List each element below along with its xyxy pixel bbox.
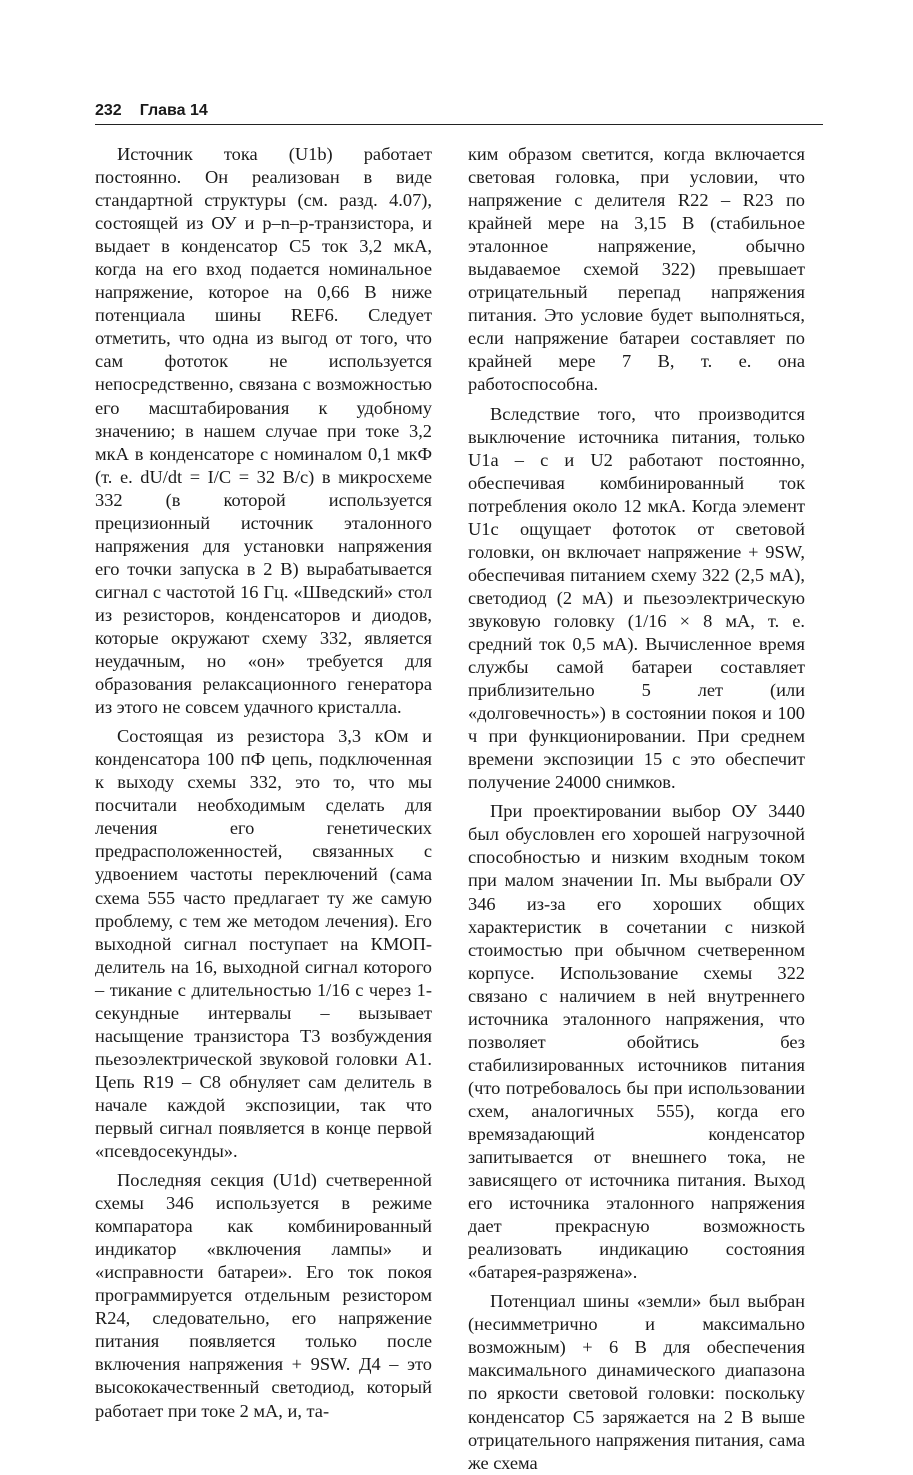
paragraph-continued: ким образом светится, когда включается световая головка, при условии, что напряжение с делителя R22 – R23 по крайней мере на 3,15 В (стабильное эталонное напряжение, обычно выдаваемое схемой 322) превышает отрицательный перепад напряжения питания. Это условие будет выполняться, если напряжение батареи составляет по крайней мере 7 В, т. е. она работоспособна.	[468, 144, 805, 395]
paragraph: Вследствие того, что производится выключение источника питания, только U1a – c и U2 работают постоянно, обеспечивая комбинированный ток потребления около 12 мкА. Когда элемент U1c ощущает фототок от световой головки, он включает напряжение + 9SW, обеспечивая питанием схему 322 (2,5 мА), светодиод (2 мА) и пьезоэлектрическую звуковую головку (1/16 × 8 мА, т. е. средний ток 0,5 мА). Вычисленное время службы самой батареи составляет приблизительно 5 лет (или «долговечность») в состоянии покоя и 100 ч при функционировании. При среднем времени экспозиции 15 с это обеспечит получение 24000 снимков.	[468, 403, 805, 793]
chapter-title: Глава 14	[139, 102, 208, 119]
paragraph: При проектировании выбор ОУ 3440 был обусловлен его хорошей нагрузочной способностью и низким входным током при малом значении Iп. Мы выбрали ОУ 346 из-за его хороших общих характеристик в сочетании с низкой стоимостью при обычном счетверенном корпусе. Использование схемы 322 связано с наличием в ней внутреннего источника эталонного напряжения, что позволяет обойтись без стабилизированных источников питания (что потребовалось бы при использовании схем, аналогичных 555), когда его времязадающий конденсатор запитывается от внешнего тока, не зависящего от источника питания. Выход его источника эталонного напряжения дает прекрасную возможность реализовать индикацию состояния «батарея-разряжена».	[468, 801, 805, 1283]
left-column	[95, 143, 432, 1423]
right-column	[468, 143, 805, 1475]
page-number: 232	[95, 102, 122, 119]
paragraph: Состоящая из резистора 3,3 кОм и конденсатора 100 пФ цепь, подключенная к выходу схемы 332, это то, что мы посчитали необходимым сделать для лечения его генетических предрасположенностей, связанных с удвоением частоты переключений (сама схема 555 часто предлагает ту же самую проблему, с тем же методом лечения). Его выходной сигнал поступает на КМОП-делитель на 16, выходной сигнал которого – тикание с длительностью 1/16 с через 1-секундные интервалы – вызывает насыщение транзистора T3 возбуждения пьезоэлектрической звуковой головки A1. Цепь R19 – C8 обнуляет сам делитель в начале каждой экспозиции, так что первый сигнал появляется в конце первой «псевдосекунды».	[95, 726, 432, 1162]
header-rule	[95, 124, 823, 125]
running-header	[95, 101, 823, 121]
paragraph: Потенциал шины «земли» был выбран (несимметрично и максимально возможным) + 6 В для обеспечения максимального динамического диапазона по яркости световой головки: поскольку конденсатор C5 заряжается на 2 В выше отрицательного напряжения питания, сама же схема	[468, 1291, 805, 1473]
paragraph: Последняя секция (U1d) счетверенной схемы 346 используется в режиме компаратора как комбинированный индикатор «включения лампы» и «исправности батареи». Его ток покоя программируется отдельным резистором R24, следовательно, его напряжение питания появляется только после включения напряжения + 9SW. Д4 – это высококачественный светодиод, который работает при токе 2 мА, и, та-	[95, 1170, 432, 1421]
paragraph: Источник тока (U1b) работает постоянно. Он реализован в виде стандартной структуры (см. разд. 4.07), состоящей из ОУ и p–n–p-транзистора, и выдает в конденсатор C5 ток 3,2 мкА, когда на его вход подается номинальное напряжение, которое на 0,66 В ниже потенциала шины REF6. Следует отметить, что одна из выгод от того, что сам фототок не используется непосредственно, связана с возможностью его масштабирования к удобному значению; в нашем случае при токе 3,2 мкА в конденсаторе с номиналом 0,1 мкФ (т. е. dU/dt = I/C = 32 В/с) в микросхеме 332 (в которой используется прецизионный источник эталонного напряжения для установки напряжения его точки запуска в 2 В) вырабатывается сигнал с частотой 16 Гц. «Шведский» стол из резисторов, конденсаторов и диодов, которые окружают схему 332, является неудачным, но «он» требуется для образования релаксационного генератора из этого не совсем удачного кристалла.	[95, 144, 432, 718]
